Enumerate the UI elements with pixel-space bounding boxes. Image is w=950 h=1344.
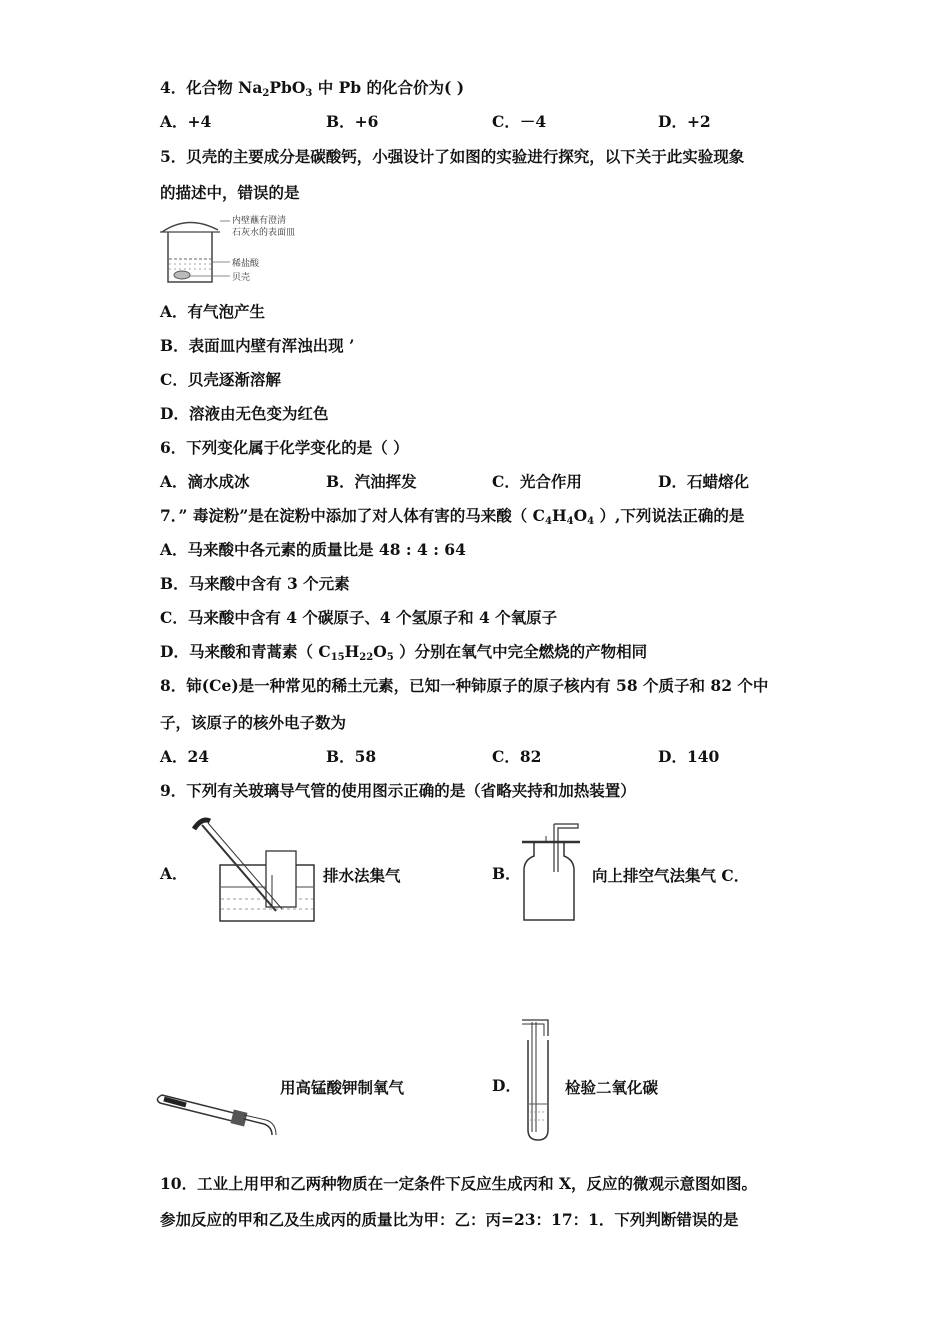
q6-option-b: B．汽油挥发 bbox=[326, 472, 417, 491]
q8-option-c: C．82 bbox=[492, 747, 542, 766]
q4-option-a: A．+4 bbox=[160, 112, 212, 131]
q5-beaker-figure bbox=[158, 212, 318, 288]
q5-label-shell: 贝壳 bbox=[232, 273, 251, 283]
q4-stem: 4．化合物 $Na_2PbO_3$ 中 Pb 的化合价为( ) bbox=[160, 78, 465, 99]
q9-b-figure bbox=[518, 820, 588, 925]
q5-option-a: A．有气泡产生 bbox=[160, 302, 266, 321]
q4-option-b: B．+6 bbox=[326, 112, 379, 131]
q9-c-caption: 用高锰酸钾制氧气 bbox=[280, 1078, 405, 1097]
q5-label-watch-glass: 石灰水的表面皿 bbox=[232, 228, 296, 238]
q5-stem-line1: 5．贝壳的主要成分是碳酸钙，小强设计了如图的实验进行探究，以下关于此实验现象 bbox=[160, 147, 745, 166]
q7-stem: 7．” 毒淀粉”是在淀粉中添加了对人体有害的马来酸（ $C_4H_4O_4$ ）,下列说法正确的是 bbox=[160, 506, 745, 527]
q9-a-caption: 排水法集气 bbox=[323, 866, 401, 885]
q9-a-label: A． bbox=[160, 864, 188, 883]
q7-option-c: C．马来酸中含有 4 个碳原子、4 个氢原子和 4 个氧原子 bbox=[160, 608, 558, 627]
q6-stem: 6．下列变化属于化学变化的是（ ） bbox=[160, 438, 409, 457]
heated-test-tube-icon bbox=[156, 1085, 281, 1140]
q9-c-figure bbox=[156, 1085, 281, 1140]
q7-option-a: A．马来酸中各元素的质量比是 48 : 4 : 64 bbox=[160, 540, 466, 559]
water-displacement-apparatus-icon bbox=[188, 815, 318, 925]
gas-collecting-bottle-icon bbox=[518, 820, 588, 925]
test-tube-with-gas-tube-icon bbox=[518, 1016, 558, 1144]
q10-stem-line1: 10．工业上用甲和乙两种物质在一定条件下反应生成丙和 X，反应的微观示意图如图。 bbox=[160, 1174, 757, 1193]
q5-option-c: C．贝壳逐渐溶解 bbox=[160, 370, 281, 389]
q5-label-inner-wall: 内壁蘸有澄清 bbox=[232, 216, 287, 226]
q8-option-d: D．140 bbox=[658, 747, 720, 766]
q8-option-b: B．58 bbox=[326, 747, 377, 766]
q5-option-d: D．溶液由无色变为红色 bbox=[160, 404, 329, 423]
q6-option-d: D．石蜡熔化 bbox=[658, 472, 749, 491]
q5-stem-line2: 的描述中，错误的是 bbox=[160, 183, 300, 202]
q7-option-b: B．马来酸中含有 3 个元素 bbox=[160, 574, 350, 593]
q9-d-caption: 检验二氧化碳 bbox=[565, 1078, 659, 1097]
q9-d-figure bbox=[518, 1016, 558, 1144]
q5-label-dilute-hcl: 稀盐酸 bbox=[232, 259, 260, 269]
q5-option-b: B．表面皿内壁有浑浊出现 ’ bbox=[160, 336, 355, 355]
q6-option-a: A．滴水成冰 bbox=[160, 472, 250, 491]
q4-option-d: D．+2 bbox=[658, 112, 711, 131]
q6-option-c: C．光合作用 bbox=[492, 472, 582, 491]
q9-b-caption: 向上排空气法集气 C． bbox=[592, 866, 750, 885]
q9-a-figure bbox=[188, 815, 318, 925]
q7-option-d: D．马来酸和青蒿素（ $C_{15}H_{22}O_5$ ）分别在氧气中完全燃烧的产物相同 bbox=[160, 642, 648, 663]
q8-option-a: A．24 bbox=[160, 747, 210, 766]
q4-option-c: C．－4 bbox=[492, 112, 547, 131]
q9-d-label: D． bbox=[492, 1076, 521, 1095]
q8-stem-line2: 子，该原子的核外电子数为 bbox=[160, 713, 347, 732]
q9-b-label: B． bbox=[492, 864, 521, 883]
q9-stem: 9．下列有关玻璃导气管的使用图示正确的是（省略夹持和加热装置） bbox=[160, 781, 636, 800]
q8-stem-line1: 8．铈(Ce)是一种常见的稀土元素，已知一种铈原子的原子核内有 58 个质子和 82 个中 bbox=[160, 676, 769, 695]
q10-stem-line2: 参加反应的甲和乙及生成丙的质量比为甲：乙：丙=23：17：1．下列判断错误的是 bbox=[160, 1210, 739, 1229]
